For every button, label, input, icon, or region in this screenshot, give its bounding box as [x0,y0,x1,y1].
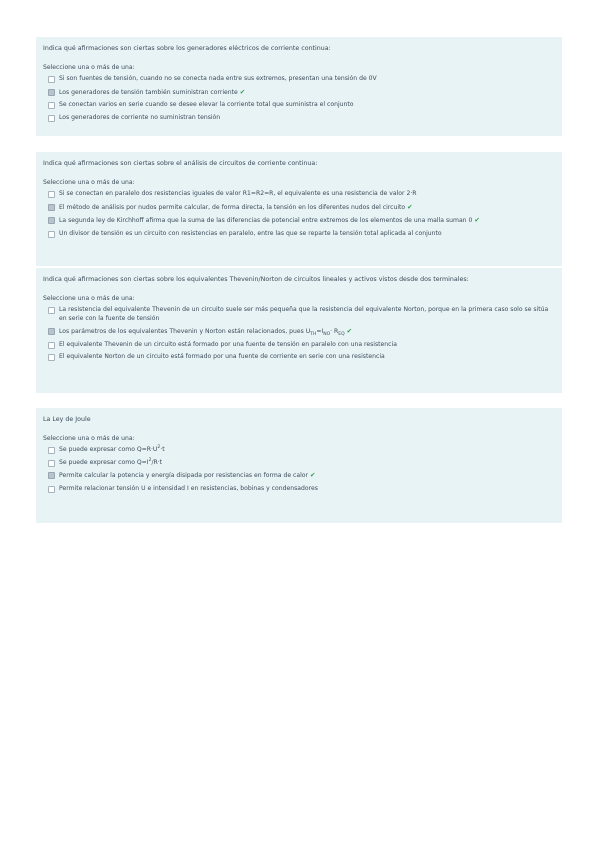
checkbox[interactable] [48,102,55,109]
checkbox-checked[interactable] [48,472,55,479]
checkbox[interactable] [48,231,55,238]
option-2[interactable]: Se puede expresar como $Q=I^2/R\cdot t$ [43,459,555,468]
option-1[interactable]: Si son fuentes de tensión, cuando no se conecta nada entre sus extremos, presentan una tensión de 0V [43,75,555,84]
option-2[interactable]: El método de análisis por nudos permite calcular, de forma directa, la tensión en los diferentes nudos del circuito ✔ [43,203,555,213]
question-text: Indica qué afirmaciones son ciertas sobre los equivalentes Thevenin/Norton de circuitos lineales y activos vistos desde dos terminales: [43,276,469,283]
option-1[interactable]: Se puede expresar como $Q=R\cdot U^2\cdot t$ [43,446,555,455]
select-prompt: Seleccione una o más de una: [43,179,135,186]
checkbox-checked[interactable] [48,217,55,224]
select-prompt: Seleccione una o más de una: [43,295,135,302]
option-1[interactable]: Si se conectan en paralelo dos resistencias iguales de valor R1=R2=R, el equivalente es una resistencia de valor 2·R [43,190,555,199]
correct-check-icon: ✔ [346,327,353,336]
checkbox[interactable] [48,191,55,198]
checkbox-checked[interactable] [48,204,55,211]
select-prompt: Seleccione una o más de una: [43,64,135,71]
option-2[interactable]: Los generadores de tensión también suministran corriente ✔ [43,88,555,98]
question-text: Indica qué afirmaciones son ciertas sobre los generadores eléctricos de corriente continua: [43,45,331,52]
checkbox[interactable] [48,486,55,493]
correct-check-icon: ✔ [239,87,246,96]
checkbox[interactable] [48,342,55,349]
question-text: La Ley de Joule [43,416,91,423]
checkbox[interactable] [48,447,55,454]
option-3[interactable]: El equivalente Thevenin de un circuito está formado por una fuente de tensión en paralelo con una resistencia [43,341,555,350]
checkbox[interactable] [48,115,55,122]
option-4[interactable]: El equivalente Norton de un circuito está formado por una fuente de corriente en serie con una resistencia [43,353,555,362]
correct-check-icon: ✔ [474,216,480,225]
select-prompt: Seleccione una o más de una: [43,435,135,442]
checkbox-checked[interactable] [48,328,55,335]
option-3[interactable]: Se conectan varios en serie cuando se desee elevar la corriente total que suministra el conjunto [43,101,555,110]
checkbox-checked[interactable] [48,89,55,96]
question-text: Indica qué afirmaciones son ciertas sobre el análisis de circuitos de corriente continua: [43,160,318,167]
correct-check-icon: ✔ [310,471,316,480]
question-1 [36,37,562,136]
option-3[interactable]: La segunda ley de Kirchhoff afirma que la suma de las diferencias de potencial entre extremos de los elementos de una malla suman 0 ✔ [43,216,555,226]
question-3 [36,268,562,393]
checkbox[interactable] [48,76,55,83]
question-2 [36,152,562,266]
checkbox[interactable] [48,307,55,314]
question-4 [36,408,562,523]
checkbox[interactable] [48,460,55,467]
option-1[interactable]: La resistencia del equivalente Thevenin de un circuito suele ser más pequeña que la resistencia del equivalente Norton, porque en la primera caso solo se sitúa en serie con la fuente de tensión [43,306,555,323]
correct-check-icon: ✔ [407,202,413,211]
option-3[interactable]: Permite calcular la potencia y energía disipada por resistencias en forma de calor ✔ [43,471,555,481]
option-4[interactable]: Permite relacionar tensión U e intensidad I en resistencias, bobinas y condensadores [43,485,555,494]
option-4[interactable]: Los generadores de corriente no suministran tensión [43,114,555,123]
option-2[interactable]: Los parámetros de los equivalentes Thevenin y Norton están relacionados, pues $U_{TH}=I_{NO}\cdot R_{EQ}$ ✔ [43,327,555,337]
option-4[interactable]: Un divisor de tensión es un circuito con resistencias en paralelo, entre las que se reparte la tensión total aplicada al conjunto [43,230,555,239]
checkbox[interactable] [48,354,55,361]
